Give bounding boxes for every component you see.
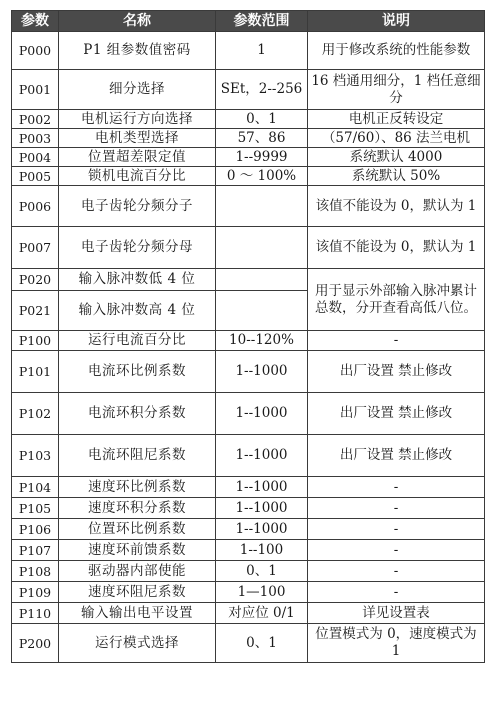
param-description: 用于显示外部输入脉冲累计总数，分开查看高低八位。 <box>308 269 485 331</box>
table-row <box>12 331 485 351</box>
param-code: P020 <box>12 269 59 291</box>
param-name: 电机运行方向选择 <box>59 110 216 129</box>
param-name: 输入脉冲数低 4 位 <box>59 269 216 291</box>
table-row <box>12 167 485 186</box>
param-description: 位置模式为 0，速度模式为 1 <box>308 624 485 663</box>
table-row <box>12 624 485 663</box>
param-name: 细分选择 <box>59 70 216 110</box>
param-range: 0、1 <box>216 110 308 129</box>
param-description: 16 档通用细分，1 档任意细分 <box>308 70 485 110</box>
table-row <box>12 148 485 167</box>
table-row <box>12 603 485 624</box>
table-row <box>12 477 485 498</box>
param-description: - <box>308 498 485 519</box>
param-description: 出厂设置 禁止修改 <box>308 351 485 393</box>
param-range: 1--100 <box>216 540 308 561</box>
param-code: P110 <box>12 603 59 624</box>
param-description: 出厂设置 禁止修改 <box>308 435 485 477</box>
param-name: 驱动器内部使能 <box>59 561 216 582</box>
param-name: 电子齿轮分频分母 <box>59 227 216 269</box>
param-name: 速度环积分系数 <box>59 498 216 519</box>
table-row <box>12 582 485 603</box>
param-code: P006 <box>12 186 59 227</box>
param-range: 1--1000 <box>216 351 308 393</box>
param-code: P001 <box>12 70 59 110</box>
param-code: P106 <box>12 519 59 540</box>
param-code: P104 <box>12 477 59 498</box>
param-name: 运行模式选择 <box>59 624 216 663</box>
param-description: - <box>308 331 485 351</box>
table-row <box>12 393 485 435</box>
param-name: 位置环比例系数 <box>59 519 216 540</box>
param-range: 1 <box>216 32 308 70</box>
param-range: 对应位 0/1 <box>216 603 308 624</box>
param-range: 1--1000 <box>216 435 308 477</box>
param-code: P100 <box>12 331 59 351</box>
param-name: 输入输出电平设置 <box>59 603 216 624</box>
param-description: - <box>308 561 485 582</box>
param-code: P101 <box>12 351 59 393</box>
param-name: P1 组参数值密码 <box>59 32 216 70</box>
param-range: 1--9999 <box>216 148 308 167</box>
param-range: 0、1 <box>216 624 308 663</box>
param-range: SEt，2--256 <box>216 70 308 110</box>
param-range: 1--1000 <box>216 477 308 498</box>
param-name: 速度环比例系数 <box>59 477 216 498</box>
param-description: - <box>308 519 485 540</box>
param-code: P107 <box>12 540 59 561</box>
param-range: 0 ～ 100% <box>216 167 308 186</box>
table-row <box>12 110 485 129</box>
table-header-row <box>12 11 485 32</box>
table-row <box>12 519 485 540</box>
param-code: P004 <box>12 148 59 167</box>
header-range: 参数范围 <box>216 11 308 32</box>
param-code: P002 <box>12 110 59 129</box>
param-description: 出厂设置 禁止修改 <box>308 393 485 435</box>
param-range: 1--1000 <box>216 519 308 540</box>
param-range: 0、1 <box>216 561 308 582</box>
param-range <box>216 227 308 269</box>
param-code: P108 <box>12 561 59 582</box>
param-code: P200 <box>12 624 59 663</box>
param-description: 系统默认 50% <box>308 167 485 186</box>
param-description: （57/60）、86 法兰电机 <box>308 129 485 148</box>
param-description: 该值不能设为 0，默认为 1 <box>308 227 485 269</box>
param-name: 锁机电流百分比 <box>59 167 216 186</box>
table-row <box>12 435 485 477</box>
param-description: 系统默认 4000 <box>308 148 485 167</box>
table-row <box>12 269 485 291</box>
param-name: 电流环积分系数 <box>59 393 216 435</box>
param-code: P007 <box>12 227 59 269</box>
param-range: 1--1000 <box>216 498 308 519</box>
table-row <box>12 498 485 519</box>
param-code: P102 <box>12 393 59 435</box>
param-code: P021 <box>12 291 59 331</box>
param-name: 电流环阻尼系数 <box>59 435 216 477</box>
param-range: 1—100 <box>216 582 308 603</box>
table-row <box>12 70 485 110</box>
param-name: 输入脉冲数高 4 位 <box>59 291 216 331</box>
header-name: 名称 <box>59 11 216 32</box>
param-description: 详见设置表 <box>308 603 485 624</box>
table-row <box>12 186 485 227</box>
param-code: P003 <box>12 129 59 148</box>
param-range <box>216 291 308 331</box>
param-description: 该值不能设为 0，默认为 1 <box>308 186 485 227</box>
param-description: 电机正反转设定 <box>308 110 485 129</box>
table-row <box>12 561 485 582</box>
param-description: - <box>308 582 485 603</box>
param-range <box>216 186 308 227</box>
table-row <box>12 351 485 393</box>
param-range <box>216 269 308 291</box>
param-name: 位置超差限定值 <box>59 148 216 167</box>
header-param: 参数 <box>12 11 59 32</box>
header-description: 说明 <box>308 11 485 32</box>
table-row <box>12 540 485 561</box>
param-description: - <box>308 477 485 498</box>
parameter-table <box>11 10 485 663</box>
param-description: - <box>308 540 485 561</box>
param-name: 速度环阻尼系数 <box>59 582 216 603</box>
table-row <box>12 129 485 148</box>
param-name: 速度环前馈系数 <box>59 540 216 561</box>
param-name: 运行电流百分比 <box>59 331 216 351</box>
param-range: 10--120% <box>216 331 308 351</box>
param-name: 电机类型选择 <box>59 129 216 148</box>
param-description: 用于修改系统的性能参数 <box>308 32 485 70</box>
param-code: P005 <box>12 167 59 186</box>
param-code: P105 <box>12 498 59 519</box>
table-row <box>12 227 485 269</box>
param-name: 电子齿轮分频分子 <box>59 186 216 227</box>
param-code: P000 <box>12 32 59 70</box>
table-row <box>12 32 485 70</box>
param-range: 1--1000 <box>216 393 308 435</box>
param-name: 电流环比例系数 <box>59 351 216 393</box>
param-range: 57、86 <box>216 129 308 148</box>
param-code: P103 <box>12 435 59 477</box>
param-code: P109 <box>12 582 59 603</box>
